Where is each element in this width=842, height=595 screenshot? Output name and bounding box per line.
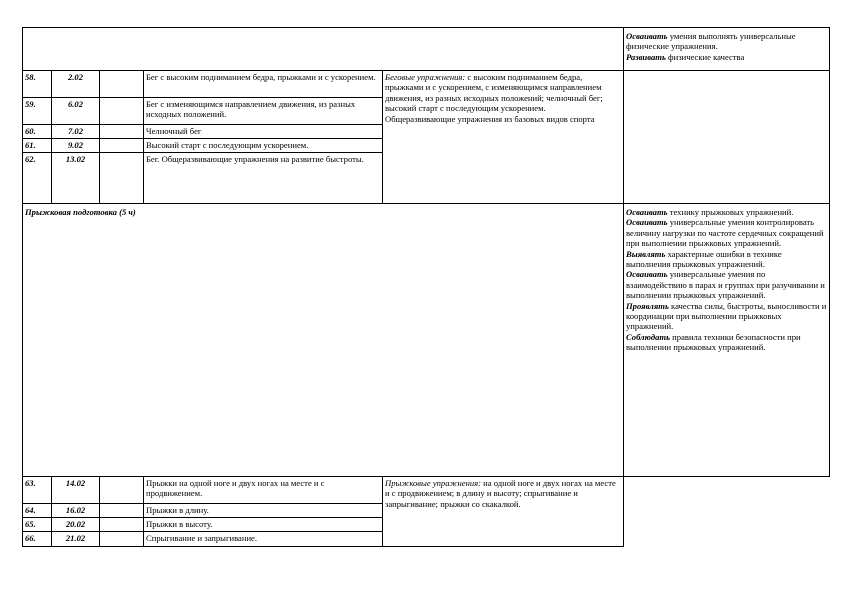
lesson-topic: Высокий старт с последующим ускорением.: [143, 138, 383, 153]
lesson-number: 58.: [22, 70, 52, 98]
running-content-text: Беговые упражнения: с высоким подниманием бедра, прыжками и с ускорением, с изменяющимся направлением движения, из разных исходных положений; челночный бег; высокий старт с последующим ускорением.: [385, 72, 603, 114]
lesson-date: 16.02: [51, 503, 100, 518]
lesson-date: 20.02: [51, 517, 100, 532]
lesson-blank: [99, 124, 144, 139]
lesson-date: 2.02: [51, 70, 100, 98]
lesson-blank: [99, 138, 144, 153]
running-content-cell: [382, 70, 624, 204]
lesson-date: 9.02: [51, 138, 100, 153]
top-merged-cell: [22, 27, 624, 71]
lesson-topic: Бег с высоким подниманием бедра, прыжками и с ускорением.: [143, 70, 383, 98]
top-competence-line: Осваивать умения выполнять универсальные физические упражнения.: [626, 31, 796, 52]
lesson-topic: Прыжки на одной ноге и двух ногах на месте и с продвижением.: [143, 476, 383, 504]
lesson-number: 66.: [22, 531, 52, 547]
lesson-blank: [99, 97, 144, 125]
running-competence-cell: [623, 70, 830, 204]
lesson-blank: [99, 476, 144, 504]
lesson-topic: Прыжки в высоту.: [143, 517, 383, 532]
lesson-number: 59.: [22, 97, 52, 125]
lesson-number: 63.: [22, 476, 52, 504]
competence-line: Проявлять качества силы, быстроты, выносливости и координации при выполнении прыжковых упражнений.: [626, 300, 827, 332]
lesson-number: 61.: [22, 138, 52, 153]
competence-line: Осваивать универсальные умения по взаимодействию в парах и группах при разучивании и выполнении прыжковых упражнений.: [626, 269, 825, 301]
section-competence-cell: [623, 203, 830, 477]
lesson-date: 6.02: [51, 97, 100, 125]
section-title: Прыжковая подготовка (5 ч): [22, 203, 624, 477]
competence-line: Осваивать технику прыжковых упражнений.: [626, 207, 794, 217]
competence-line: Выявлять характерные ошибки в технике выполнения прыжковых упражнений.: [626, 248, 782, 270]
lesson-blank: [99, 503, 144, 518]
lesson-date: 7.02: [51, 124, 100, 139]
lesson-date: 14.02: [51, 476, 100, 504]
lesson-date: 13.02: [51, 152, 100, 204]
jumping-content-cell: [382, 476, 624, 547]
lesson-number: 60.: [22, 124, 52, 139]
competence-line: Соблюдать правила техники безопасности при выполнении прыжковых упражнений.: [626, 331, 801, 353]
jumping-content-text: Прыжковые упражнения: на одной ноге и двух ногах на месте и с продвижением; в длину и высоту; спрыгивание и запрыгивание; прыжки со скакалкой.: [385, 478, 616, 509]
lesson-blank: [99, 70, 144, 98]
running-content-text2: Общеразвивающие упражнения из базовых видов спорта: [385, 113, 595, 124]
lesson-topic: Спрыгивание и запрыгивание.: [143, 531, 383, 547]
lesson-number: 64.: [22, 503, 52, 518]
competence-line: Осваивать универсальные умения контролировать величину нагрузки по частоте сердечных сокращений при выполнении прыжковых упражнений.: [626, 217, 824, 249]
lesson-blank: [99, 517, 144, 532]
top-competence-line: Развивать физические качества: [626, 51, 745, 62]
lesson-blank: [99, 531, 144, 547]
top-competence-cell: [623, 27, 830, 71]
lesson-topic: Челночный бег: [143, 124, 383, 139]
lesson-number: 65.: [22, 517, 52, 532]
lesson-topic: Бег. Общеразвивающие упражнения на развитие быстроты.: [143, 152, 383, 204]
lesson-topic: Прыжки в длину.: [143, 503, 383, 518]
lesson-blank: [99, 152, 144, 204]
lesson-number: 62.: [22, 152, 52, 204]
lesson-topic: Бег с изменяющимся направлением движения, из разных исходных положений.: [143, 97, 383, 125]
lesson-date: 21.02: [51, 531, 100, 547]
